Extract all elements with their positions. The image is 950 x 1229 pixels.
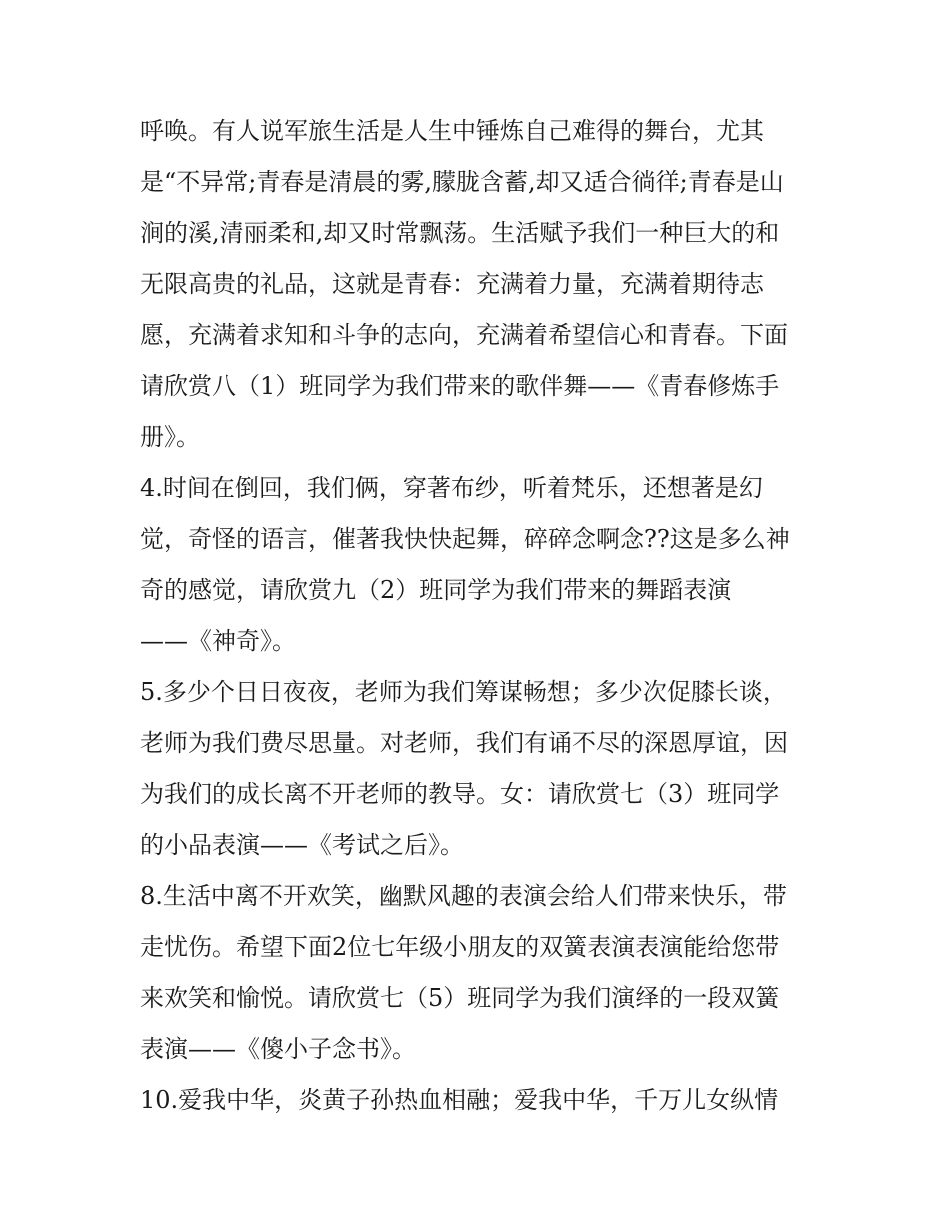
text-line: 4.时间在倒回，我们俩，穿著布纱，听着梵乐，还想著是幻 — [140, 474, 763, 502]
text-line: 涧的溪,清丽柔和,却又时常飘荡。生活赋予我们一种巨大的和 — [140, 219, 780, 247]
text-line: 愿，充满着求知和斗争的志向，充满着希望信心和青春。下面 — [140, 321, 788, 349]
text-line: 8.生活中离不开欢笑，幽默风趣的表演会给人们带来快乐，带 — [140, 882, 787, 910]
text-line: 10.爱我中华，炎黄子孙热血相融；爱我中华，千万儿女纵情 — [140, 1086, 779, 1114]
text-line: ——《神奇》。 — [140, 627, 296, 655]
document-body — [140, 106, 830, 1126]
text-line: 册》。 — [140, 423, 200, 451]
text-line: 为我们的成长离不开老师的教导。女：请欣赏七（3）班同学 — [140, 780, 780, 808]
text-line: 老师为我们费尽思量。对老师，我们有诵不尽的深恩厚谊，因 — [140, 729, 788, 757]
text-line: 请欣赏八（1）班同学为我们带来的歌伴舞——《青春修炼手 — [140, 372, 780, 400]
text-line: 表演——《傻小子念书》。 — [140, 1035, 416, 1063]
text-line: 呼唤。有人说军旅生活是人生中锤炼自己难得的舞台，尤其 — [140, 117, 764, 145]
text-line: 无限高贵的礼品，这就是青春：充满着力量，充满着期待志 — [140, 270, 764, 298]
text-line: 是“不异常;青春是清晨的雾,朦胧含蓄,却又适合徜徉;青春是山 — [140, 168, 784, 196]
text-line: 来欢笑和愉悦。请欣赏七（5）班同学为我们演绎的一段双簧 — [140, 984, 780, 1012]
text-line: 觉，奇怪的语言，催著我快快起舞，碎碎念啊念??这是多么神 — [140, 525, 790, 553]
text-line: 奇的感觉，请欣赏九（2）班同学为我们带来的舞蹈表演 — [140, 576, 732, 604]
text-line: 走忧伤。希望下面2位七年级小朋友的双簧表演表演能给您带 — [140, 933, 780, 961]
text-line: 5.多少个日日夜夜，老师为我们筹谋畅想；多少次促膝长谈， — [140, 678, 787, 706]
text-line: 的小品表演——《考试之后》。 — [140, 831, 464, 859]
